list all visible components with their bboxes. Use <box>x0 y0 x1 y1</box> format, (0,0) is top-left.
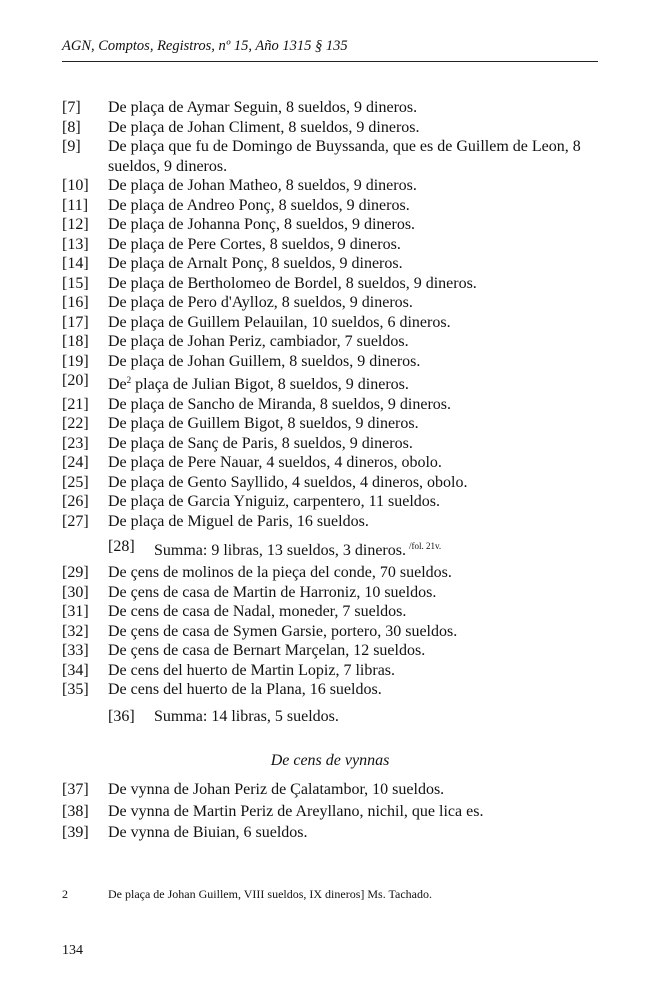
list-item <box>62 453 622 473</box>
entry-text: De plaça de Johanna Ponç, 8 sueldos, 9 dineros. <box>108 216 416 233</box>
list-item <box>62 622 622 642</box>
entry-text: De plaça de Sancho de Miranda, 8 sueldos, 9 dineros. <box>108 395 452 413</box>
list-item <box>62 235 622 255</box>
entry-text: De cens de casa de Nadal, moneder, 7 sueldos. <box>108 603 407 620</box>
entry-text: De plaça de Arnalt Ponç, 8 sueldos, 9 dineros. <box>108 255 403 272</box>
entry-number: [17] <box>62 313 89 331</box>
running-header: AGN, Comptos, Registros, nº 15, Año 1315 § 135 <box>62 38 598 62</box>
entry-text: De plaça de Garcia Yniguiz, carpentero, 11 sueldos. <box>108 493 441 510</box>
entry-number: [11] <box>62 196 89 214</box>
entry-list-a <box>62 98 622 531</box>
entry-number: [31] <box>62 603 89 620</box>
entry-text: De cens del huerto de la Plana, 16 sueldos. <box>108 681 382 698</box>
entry-number: [29] <box>62 564 89 581</box>
entry-number: [32] <box>62 622 89 640</box>
entry-text <box>108 371 622 395</box>
entry-number: [25] <box>62 473 89 491</box>
list-item <box>62 661 622 681</box>
entry-text: De plaça que fu de Domingo de Buyssanda, que es de Guillem de Leon, 8 sueldos, 9 dineros. <box>108 138 581 175</box>
list-item <box>62 98 622 118</box>
footnote <box>62 887 432 902</box>
list-item <box>62 492 622 512</box>
list-item <box>62 641 622 661</box>
entry-list-c <box>62 563 622 700</box>
entry-text-pre: De <box>108 376 127 393</box>
entry-number: [38] <box>62 802 89 820</box>
list-item <box>62 196 622 216</box>
list-item <box>62 118 622 138</box>
entry-number: [34] <box>62 661 89 679</box>
entry-text: De çens de molinos de la pieça del conde, 70 sueldos. <box>108 564 452 581</box>
page-number: 134 <box>62 943 83 958</box>
list-item <box>62 563 622 583</box>
list-item <box>62 332 622 352</box>
list-item <box>62 680 622 700</box>
footnote-text: De plaça de Johan Guillem, VIII sueldos, IX dineros] Ms. Tachado. <box>108 887 432 901</box>
list-item <box>62 823 622 843</box>
entry-text: De vynna de Johan Periz de Çalatambor, 10 sueldos. <box>108 781 445 798</box>
entry-number: [8] <box>62 118 81 136</box>
list-item <box>62 254 622 274</box>
entry-text-post: plaça de Julian Bigot, 8 sueldos, 9 dineros. <box>131 376 409 393</box>
entry-text: De vynna de Biuian, 6 sueldos. <box>108 824 308 841</box>
entry-number: [16] <box>62 294 89 311</box>
list-item <box>62 802 622 822</box>
entry-number: [9] <box>62 138 81 155</box>
entry-text: De plaça de Guillem Bigot, 8 sueldos, 9 dineros. <box>108 415 419 432</box>
entry-text: De plaça de Pere Nauar, 4 sueldos, 4 dineros, obolo. <box>108 454 442 471</box>
entry-number: [33] <box>62 642 89 659</box>
entry-number: [36] <box>108 708 135 725</box>
entry-text: De plaça de Pero d'Aylloz, 8 sueldos, 9 dineros. <box>108 294 413 311</box>
summa-value: Summa: 9 libras, 13 sueldos, 3 dineros. <box>154 542 406 559</box>
list-item <box>62 602 622 622</box>
entry-number: [12] <box>62 216 89 233</box>
entry-number: [21] <box>62 395 89 413</box>
list-item <box>62 371 622 395</box>
entry-text: De plaça de Aymar Seguin, 8 sueldos, 9 dineros. <box>108 99 418 116</box>
entry-text: De plaça de Guillem Pelauilan, 10 sueldos, 6 dineros. <box>108 313 451 331</box>
entry-number: [30] <box>62 583 89 601</box>
list-item <box>62 352 622 372</box>
summa-value: Summa: 14 libras, 5 sueldos. <box>154 708 339 725</box>
list-item <box>62 512 622 532</box>
entry-text: De plaça de Andreo Ponç, 8 sueldos, 9 dineros. <box>108 196 410 214</box>
entry-number: [26] <box>62 493 89 510</box>
entry-number: [28] <box>108 538 135 555</box>
entry-number: [24] <box>62 454 89 471</box>
entry-number: [22] <box>62 415 89 432</box>
entry-number: [10] <box>62 177 89 194</box>
list-item <box>62 780 622 800</box>
entry-list-d <box>62 780 622 843</box>
list-item <box>62 137 622 176</box>
entry-number: [13] <box>62 235 89 253</box>
list-item <box>62 395 622 415</box>
list-item <box>62 293 622 313</box>
entry-number: [19] <box>62 352 89 370</box>
entry-number: [27] <box>62 512 89 530</box>
entry-number: [7] <box>62 99 81 116</box>
list-item <box>62 215 622 235</box>
entry-number: [35] <box>62 681 89 698</box>
section-title: De cens de vynnas <box>270 752 390 769</box>
entry-text: De plaça de Pere Cortes, 8 sueldos, 9 dineros. <box>108 235 401 253</box>
entry-text: De plaça de Johan Guillem, 8 sueldos, 9 dineros. <box>108 352 421 370</box>
entry-number: [14] <box>62 255 89 272</box>
entry-text: De vynna de Martin Periz de Areyllano, nichil, que lica es. <box>108 802 484 820</box>
list-item <box>62 176 622 196</box>
summa-36 <box>108 707 608 727</box>
folio-marker: /fol. 21v. <box>408 541 442 551</box>
summa-line <box>108 537 608 561</box>
entry-number: [15] <box>62 274 89 292</box>
entry-text: De plaça de Johan Periz, cambiador, 7 sueldos. <box>108 333 409 350</box>
entry-text: De plaça de Gento Sayllido, 4 sueldos, 4 dineros, obolo. <box>108 473 468 491</box>
entry-number: [18] <box>62 333 89 350</box>
entry-number: [20] <box>62 372 89 389</box>
list-item <box>62 434 622 454</box>
entry-text: De çens de casa de Bernart Marçelan, 12 sueldos. <box>108 642 426 659</box>
list-item <box>62 473 622 493</box>
summa-text <box>154 537 441 561</box>
entry-text: De plaça de Johan Matheo, 8 sueldos, 9 dineros. <box>108 177 417 194</box>
entry-number: [39] <box>62 824 89 841</box>
entry-text: De plaça de Johan Climent, 8 sueldos, 9 dineros. <box>108 118 420 136</box>
entry-number: [37] <box>62 781 89 798</box>
entry-number: [23] <box>62 434 89 452</box>
entry-text: De plaça de Bertholomeo de Bordel, 8 sueldos, 9 dineros. <box>108 274 477 292</box>
entry-text: De plaça de Sanç de Paris, 8 sueldos, 9 dineros. <box>108 434 413 452</box>
summa-line <box>108 707 608 727</box>
summa-28 <box>108 537 608 561</box>
footnote-marker: 2 <box>126 375 132 385</box>
list-item <box>62 583 622 603</box>
entry-text: De çens de casa de Symen Garsie, portero, 30 sueldos. <box>108 622 458 640</box>
entry-text: De plaça de Miguel de Paris, 16 sueldos. <box>108 512 369 530</box>
list-item <box>62 414 622 434</box>
entry-text: De cens del huerto de Martin Lopiz, 7 libras. <box>108 661 396 679</box>
list-item <box>62 274 622 294</box>
footnote-number: 2 <box>62 887 68 901</box>
entry-text: De çens de casa de Martin de Harroniz, 10 sueldos. <box>108 583 437 601</box>
list-item <box>62 313 622 333</box>
